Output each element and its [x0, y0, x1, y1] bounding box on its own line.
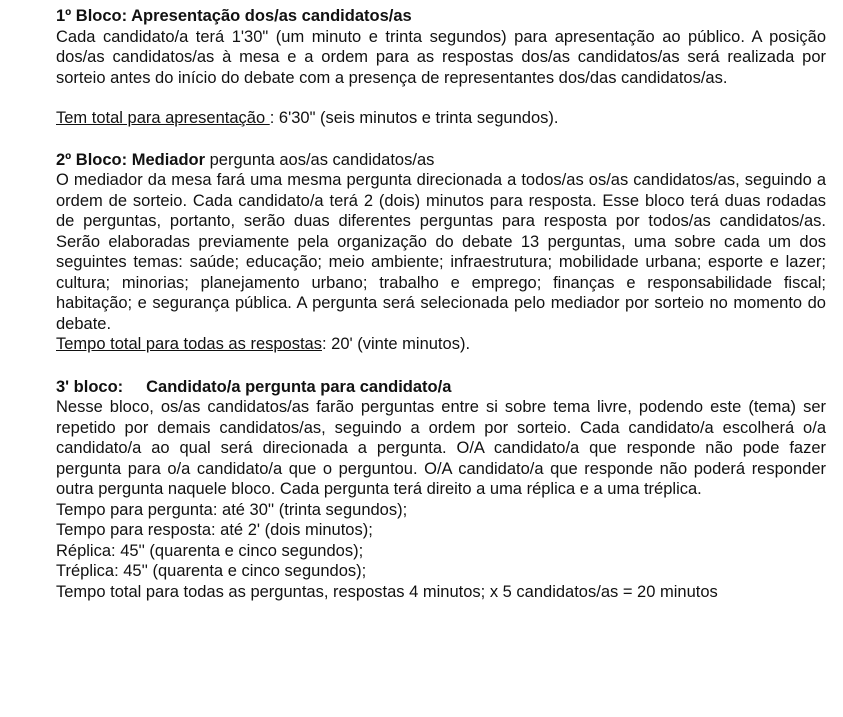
block2-total-label: Tempo total para todas as respostas: [56, 335, 322, 353]
block3-title: 3' bloco: Candidato/a pergunta para candidato/a: [56, 377, 452, 396]
block3-line: Tempo para pergunta: até 30'' (trinta segundos);: [56, 500, 408, 519]
block2-title-rest: pergunta aos/as candidatos/as: [205, 150, 435, 169]
block1-total-value: : 6'30" (seis minutos e trinta segundos).: [269, 109, 559, 127]
spacer: [56, 355, 826, 377]
block3-line: Tempo total para todas as perguntas, respostas 4 minutos; x 5 candidatos/as = 20 minutos: [56, 582, 718, 601]
spacer: [56, 129, 826, 150]
document-page: [56, 6, 826, 602]
block2-title: [56, 150, 826, 171]
spacer: [56, 88, 826, 108]
block1-body: Cada candidato/a terá 1'30" (um minuto e trinta segundos) para apresentação ao público. A posição dos/as candidatos/as à mesa e a ordem para as respostas dos/as candidatos/as será realizada por sorteio antes do início do debate com a presença de representantes dos/das candidatos/as.: [56, 27, 826, 87]
block1-title: 1º Bloco: Apresentação dos/as candidatos/as: [56, 7, 412, 25]
block1-total: [56, 108, 826, 129]
block2-body: O mediador da mesa fará uma mesma pergunta direcionada a todos/as os/as candidatos/as, seguindo a ordem de sorteio. Cada candidato/a terá 2 (dois) minutos para resposta. Esse bloco terá duas rodadas de perguntas, portanto, serão duas diferentes perguntas para resposta por todos/as candidatos/as. Serão elaboradas previamente pela organização do debate 13 perguntas, uma sobre cada um dos seguintes temas: saúde; educação; meio ambiente; infraestrutura; mobilidade urbana; esporte e lazer; cultura; minorias; planejamento urbano; trabalho e emprego; finanças e responsabilidade fiscal; habitação; e segurança pública. A pergunta será selecionada pelo mediador por sorteio no momento do debate.: [56, 171, 826, 333]
block2-total-value: : 20' (vinte minutos).: [321, 335, 471, 353]
block3-line: Réplica: 45'' (quarenta e cinco segundos);: [56, 541, 364, 560]
block2-title-bold: 2º Bloco: Mediador: [56, 150, 206, 169]
block2-total: [56, 334, 826, 355]
block3-body: Nesse bloco, os/as candidatos/as farão perguntas entre si sobre tema livre, podendo este (tema) ser repetido por demais candidatos/as, seguindo a ordem por sorteio. Cada candidato/a escolherá o/a candidato/a ao qual será direcionada a pergunta. O/A candidato/a que responde não pode fazer pergunta para o/a candidato/a que o perguntou. O/A candidato/a que responde não poderá responder outra pergunta naquele bloco. Cada pergunta terá direito a uma réplica e a uma tréplica.: [56, 398, 826, 498]
block1-total-label: Tem total para apresentação: [56, 109, 270, 127]
block3-line: Tempo para resposta: até 2' (dois minutos);: [56, 521, 373, 539]
block3-line: Tréplica: 45'' (quarenta e cinco segundos);: [56, 562, 367, 580]
